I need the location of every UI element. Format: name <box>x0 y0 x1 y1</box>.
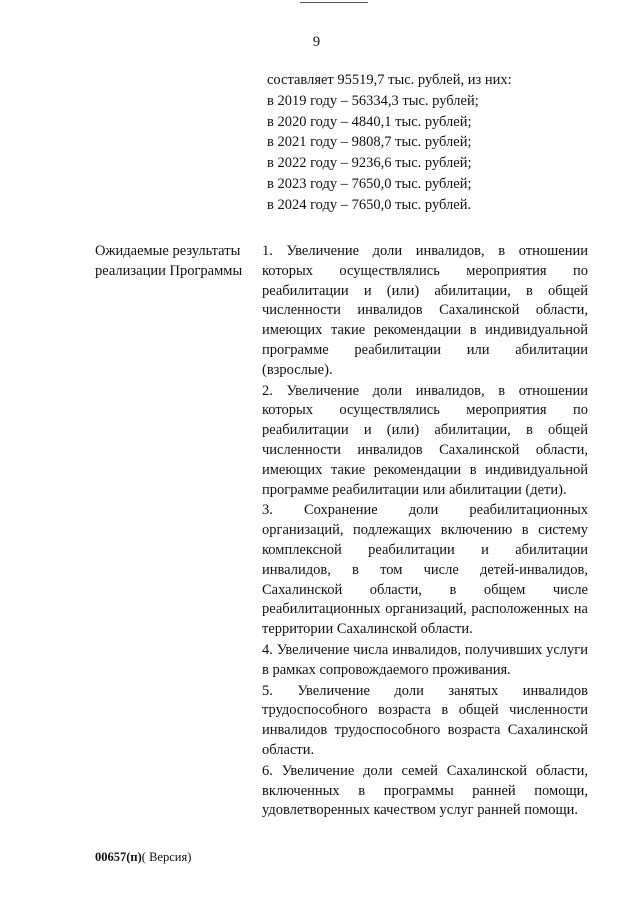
version-label: ( Версия) <box>141 850 192 864</box>
result-item-4: 4. Увеличение числа инвалидов, получивших услуги в рамках сопровождаемого проживания. <box>262 641 588 678</box>
result-item-5: 5. Увеличение доли занятых инвалидов трудоспособного возраста в общей численности инвалидов трудоспособного возраста Сахалинской области. <box>262 682 588 758</box>
funding-year-2019: в 2019 году – 56334,3 тыс. рублей; <box>267 92 479 109</box>
section-label <box>95 242 255 282</box>
top-rule <box>300 2 368 3</box>
funding-intro: составляет 95519,7 тыс. рублей, из них: <box>267 72 512 88</box>
funding-year-2023: в 2023 году – 7650,0 тыс. рублей; <box>267 175 472 192</box>
funding-year-2022: в 2022 году – 9236,6 тыс. рублей; <box>267 155 472 172</box>
section-label-line1: Ожидаемые результаты <box>95 243 241 259</box>
result-item-6: 6. Увеличение доли семей Сахалинской области, включенных в программы ранней помощи, удовлетворенных качеством услуг ранней помощи. <box>262 762 588 819</box>
funding-year-2024: в 2024 году – 7650,0 тыс. рублей. <box>267 196 472 213</box>
result-item-1: 1. Увеличение доли инвалидов, в отношении которых осуществлялись мероприятия по реабилитации и (или) абилитации, в общей численности инвалидов Сахалинской области, имеющих такие рекомендации в индивидуальной программе реабилитации или абилитации (взрослые). <box>262 243 588 378</box>
document-code: 00657(п) <box>95 850 142 864</box>
expected-results-list <box>262 242 588 822</box>
page-number: 9 <box>312 34 321 50</box>
result-item-2: 2. Увеличение доли инвалидов, в отношении которых осуществлялись мероприятия по реабилитации и (или) абилитации, в общей численности инвалидов Сахалинской области, имеющих такие рекомендации в индивидуальной программе реабилитации или абилитации (дети). <box>262 382 588 498</box>
funding-block <box>267 70 512 216</box>
funding-year-2021: в 2021 году – 9808,7 тыс. рублей; <box>267 134 472 151</box>
footer-version <box>95 850 191 865</box>
section-label-line2: реализации Программы <box>95 262 243 279</box>
result-item-3: 3. Сохранение доли реабилитационных организаций, подлежащих включению в систему комплексной реабилитации и абилитации инвалидов, в том числе детей-инвалидов, Сахалинской области, в общем числе реабилитационных организаций, расположенных на территории Сахалинской области. <box>262 502 588 638</box>
funding-year-2020: в 2020 году – 4840,1 тыс. рублей; <box>267 113 472 130</box>
